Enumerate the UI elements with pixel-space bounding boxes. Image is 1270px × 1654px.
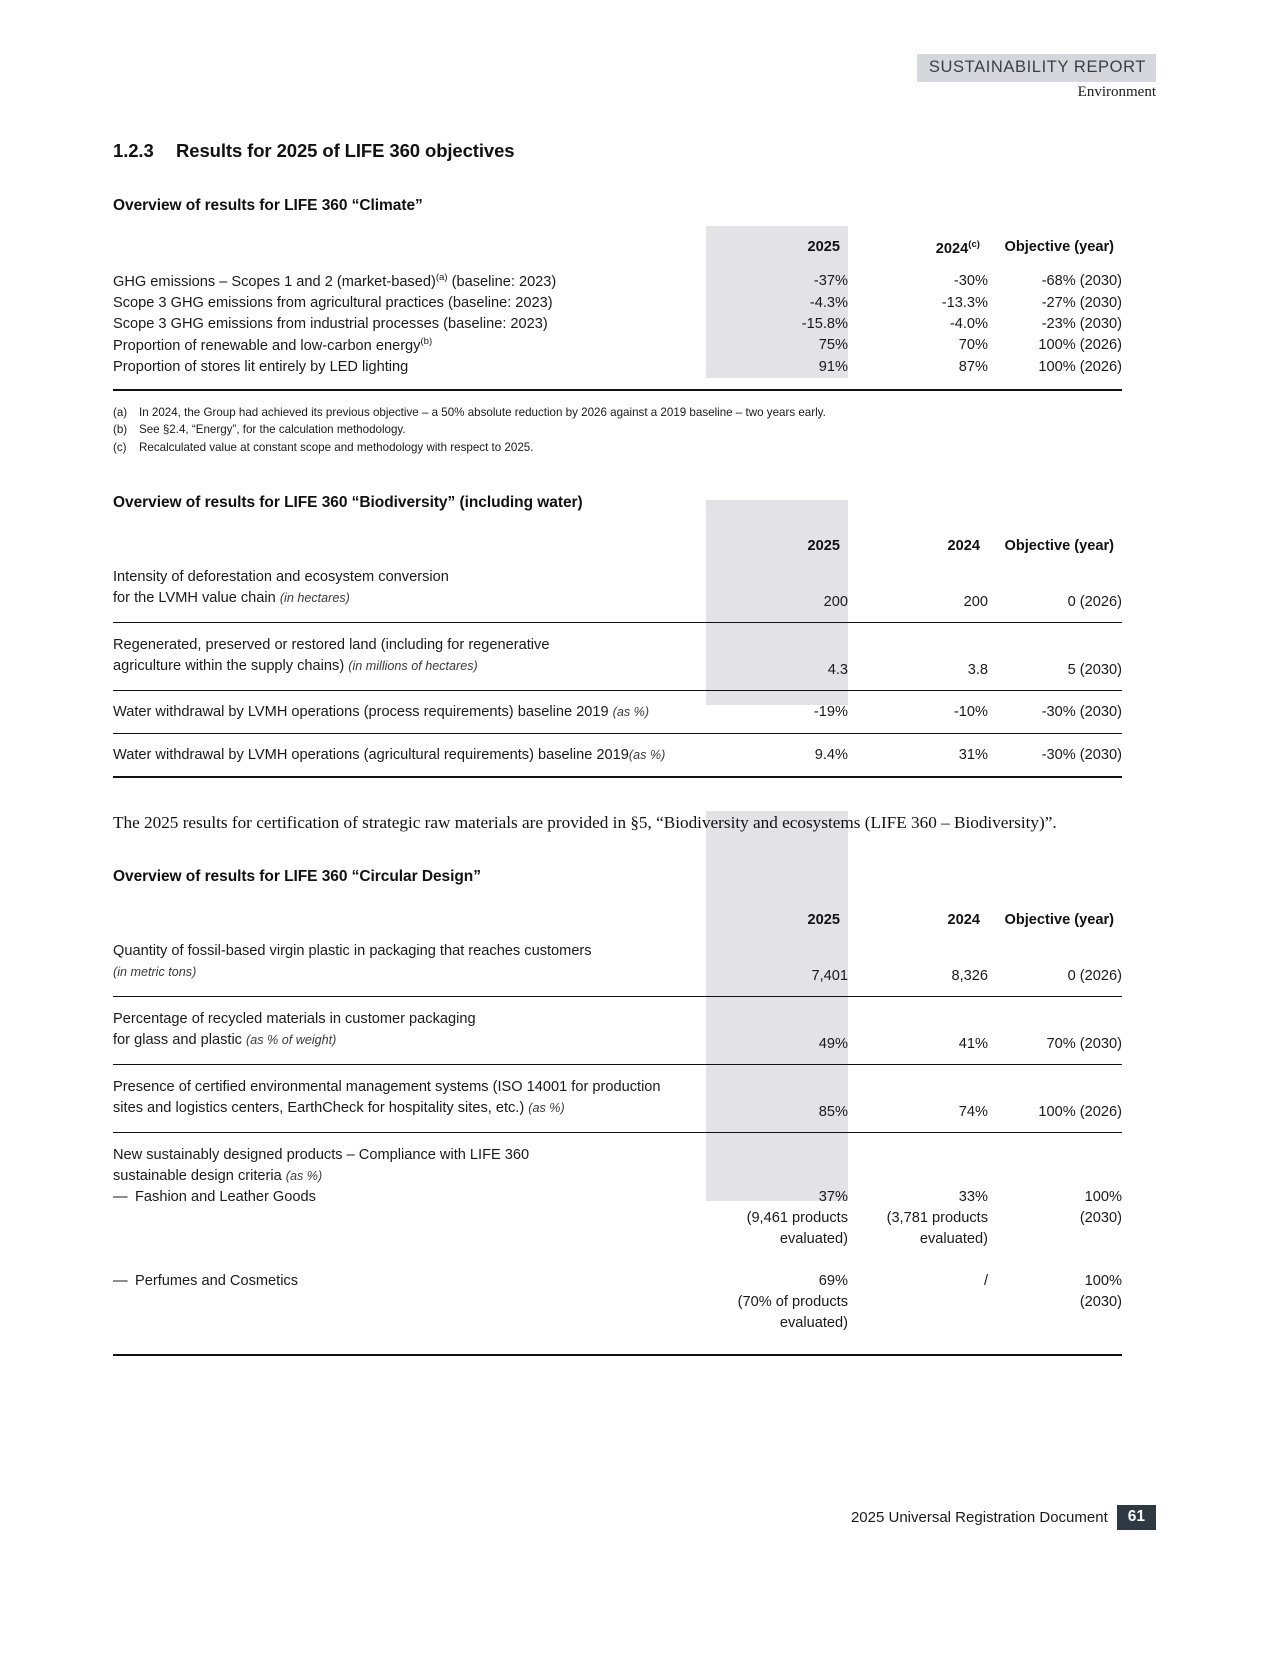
row-value-2025: 200 xyxy=(706,554,848,623)
table-biodiversity xyxy=(113,538,1122,778)
row-value-2025: -19% xyxy=(706,691,848,734)
footnote-marker-a: (a) xyxy=(435,271,448,283)
table-heading-biodiversity: Overview of results for LIFE 360 “Biodiversity” (including water) xyxy=(113,494,583,512)
row-label: Scope 3 GHG emissions from agricultural practices (baseline: 2023) xyxy=(113,294,553,311)
table-climate xyxy=(113,239,1122,391)
row-value-2025: -15.8% xyxy=(801,315,848,332)
row-value-2025: 7,401 xyxy=(706,928,848,997)
footnote-text: In 2024, the Group had achieved its previous objective – a 50% absolute reduction by 2026 against a 2019 baseline – two years early. xyxy=(139,405,826,419)
table-row xyxy=(113,623,1122,691)
footnote-item xyxy=(113,404,1122,422)
section-number: 1.2.3 xyxy=(113,140,154,161)
subitem-fashion: — Fashion and Leather Goods xyxy=(113,1188,316,1205)
row-value-2025: 4.3 xyxy=(706,623,848,691)
fashion-2025-value: 37% xyxy=(818,1188,848,1205)
table-row xyxy=(113,928,1122,997)
fashion-2024-value: 33% xyxy=(958,1188,988,1205)
table-row xyxy=(113,335,1122,357)
footnote-text: Recalculated value at constant scope and methodology with respect to 2025. xyxy=(139,440,534,454)
row-value-2024: 74% xyxy=(848,1064,988,1132)
table-row xyxy=(113,357,1122,390)
fashion-objective-year: (2030) xyxy=(1079,1209,1122,1226)
row-value-2024: -10% xyxy=(848,691,988,734)
row-value-2025 xyxy=(706,1132,848,1355)
section-heading xyxy=(113,140,1122,162)
table-row xyxy=(113,996,1122,1064)
row-value-objective: -68% (2030) xyxy=(1041,272,1122,289)
row-value-2025: -37% xyxy=(813,272,848,289)
footnote-marker: (b) xyxy=(113,423,128,437)
table-header-row xyxy=(113,538,1122,554)
page-content xyxy=(113,0,1122,1356)
fashion-2025-detail2: evaluated) xyxy=(779,1230,848,1247)
col-header-objective: Objective (year) xyxy=(1004,911,1114,928)
row-label: Water withdrawal by LVMH operations (process requirements) baseline 2019 (as %) xyxy=(113,691,706,734)
row-label: Percentage of recycled materials in customer packaging for glass and plastic (as % of weight) xyxy=(113,996,706,1064)
table-row xyxy=(113,314,1122,335)
row-value-2024: -30% xyxy=(953,272,988,289)
page-number-badge: 61 xyxy=(1117,1505,1156,1530)
row-value-2024: -13.3% xyxy=(941,294,988,311)
row-value-2024: 41% xyxy=(848,996,988,1064)
row-value-2024: 8,326 xyxy=(848,928,988,997)
table-header-row xyxy=(113,239,1122,257)
col-header-objective: Objective (year) xyxy=(1004,538,1114,555)
perfumes-2024-value: / xyxy=(983,1272,988,1289)
row-label: Proportion of stores lit entirely by LED lighting xyxy=(113,357,706,390)
row-label: Proportion of renewable and low-carbon energy$^{(b)}$ xyxy=(113,335,433,354)
row-value-objective: 100% (2026) xyxy=(988,357,1122,390)
footer-document-title: 2025 Universal Registration Document xyxy=(850,1509,1108,1526)
col-header-2025: 2025 xyxy=(807,538,840,555)
row-value-objective: -23% (2030) xyxy=(1041,315,1122,332)
running-head-band: SUSTAINABILITY REPORT xyxy=(917,54,1156,82)
row-value-2024: 3.8 xyxy=(848,623,988,691)
row-value-objective xyxy=(988,1132,1122,1355)
col-header-label xyxy=(113,239,706,257)
table-row-sustainable-design xyxy=(113,1132,1122,1355)
row-value-2024: -4.0% xyxy=(949,315,988,332)
footnote-item xyxy=(113,421,1122,439)
fashion-2024-detail1: (3,781 products xyxy=(886,1209,988,1226)
row-value-2025: -4.3% xyxy=(809,294,848,311)
page-footer xyxy=(851,1505,1156,1530)
row-value-objective: 100% (2026) xyxy=(988,1064,1122,1132)
row-label: GHG emissions – Scopes 1 and 2 (market-based)$^{(a)}$ (baseline: 2023) xyxy=(113,271,557,290)
row-value-2024 xyxy=(848,1132,988,1355)
footnote-text: See §2.4, “Energy”, for the calculation methodology. xyxy=(139,423,406,437)
row-value-2024: 87% xyxy=(848,357,988,390)
row-value-objective: 70% (2030) xyxy=(988,996,1122,1064)
row-label: Water withdrawal by LVMH operations (agricultural requirements) baseline 2019(as %) xyxy=(113,734,706,778)
row-value-2025: 9.4% xyxy=(706,734,848,778)
row-label: New sustainably designed products – Compliance with LIFE 360 sustainable design criteria (as %) — Fashion and Leather Goods — Perfumes and Cosmetics xyxy=(113,1132,706,1355)
col-header-label xyxy=(113,538,706,554)
table-row xyxy=(113,1064,1122,1132)
row-value-2024: 200 xyxy=(848,554,988,623)
row-value-objective: -30% (2030) xyxy=(988,734,1122,778)
body-paragraph: The 2025 results for certification of strategic raw materials are provided in §5, “Biodiversity and ecosystems (LIFE 360 – Biodiversity)”. xyxy=(113,813,1057,833)
row-value-objective: -27% (2030) xyxy=(1041,294,1122,311)
table-row xyxy=(113,554,1122,623)
subitem-perfumes: — Perfumes and Cosmetics xyxy=(113,1272,299,1289)
table-row xyxy=(113,734,1122,778)
perfumes-2025-detail2: evaluated) xyxy=(779,1314,848,1331)
fashion-2025-detail1: (9,461 products xyxy=(746,1209,848,1226)
col-header-objective: Objective (year) xyxy=(1004,239,1114,255)
row-value-objective: 5 (2030) xyxy=(988,623,1122,691)
col-header-2024: 2024 xyxy=(947,538,980,555)
row-value-objective: 0 (2026) xyxy=(988,554,1122,623)
footnote-marker: (c) xyxy=(113,440,127,454)
perfumes-2025-detail1: (70% of products xyxy=(737,1293,848,1310)
table-circular-design xyxy=(113,912,1122,1356)
footnote-marker-b: (b) xyxy=(420,335,433,347)
row-value-objective: 0 (2026) xyxy=(988,928,1122,997)
row-value-objective: -30% (2030) xyxy=(988,691,1122,734)
table-row xyxy=(113,691,1122,734)
table-row xyxy=(113,257,1122,293)
perfumes-objective-year: (2030) xyxy=(1079,1293,1122,1310)
footnotes-climate xyxy=(113,404,1122,457)
row-value-2025: 85% xyxy=(706,1064,848,1132)
table-row xyxy=(113,293,1122,314)
row-value-2025: 49% xyxy=(706,996,848,1064)
table-header-row xyxy=(113,912,1122,928)
col-header-2024: 2024$^{(c)}$ xyxy=(935,239,980,257)
col-header-2025: 2025 xyxy=(807,911,840,928)
row-label: Scope 3 GHG emissions from industrial processes (baseline: 2023) xyxy=(113,315,548,332)
row-label: Presence of certified environmental management systems (ISO 14001 for production sites and logistics centers, EarthCheck for hospitality sites, etc.) (as %) xyxy=(113,1064,706,1132)
col-header-2024: 2024 xyxy=(947,911,980,928)
col-header-label xyxy=(113,912,706,928)
row-label: Intensity of deforestation and ecosystem conversion for the LVMH value chain (in hectares) xyxy=(113,554,706,623)
running-head-subtitle: Environment xyxy=(1077,84,1156,100)
section-title: Results for 2025 of LIFE 360 objectives xyxy=(176,140,515,161)
perfumes-2025-value: 69% xyxy=(818,1272,848,1289)
footnote-marker: (a) xyxy=(113,405,128,419)
row-value-2024: 31% xyxy=(848,734,988,778)
table-heading-circular: Overview of results for LIFE 360 “Circular Design” xyxy=(113,867,481,885)
row-label: Regenerated, preserved or restored land (including for regenerative agriculture within the supply chains) (in millions of hectares) xyxy=(113,623,706,691)
table-heading-climate: Overview of results for LIFE 360 “Climate” xyxy=(113,197,423,214)
footnote-item xyxy=(113,439,1122,457)
row-value-objective: 100% (2026) xyxy=(1038,336,1122,353)
row-label: Quantity of fossil-based virgin plastic in packaging that reaches customers (in metric tons) xyxy=(113,928,706,997)
row-value-2024: 70% xyxy=(958,336,988,353)
perfumes-objective-value: 100% xyxy=(1084,1272,1122,1289)
col-header-2025: 2025 xyxy=(807,239,840,255)
footnote-marker-c: (c) xyxy=(968,239,980,250)
fashion-objective-value: 100% xyxy=(1084,1188,1122,1205)
row-value-2025: 75% xyxy=(818,336,848,353)
fashion-2024-detail2: evaluated) xyxy=(919,1230,988,1247)
row-value-2025: 91% xyxy=(706,357,848,390)
